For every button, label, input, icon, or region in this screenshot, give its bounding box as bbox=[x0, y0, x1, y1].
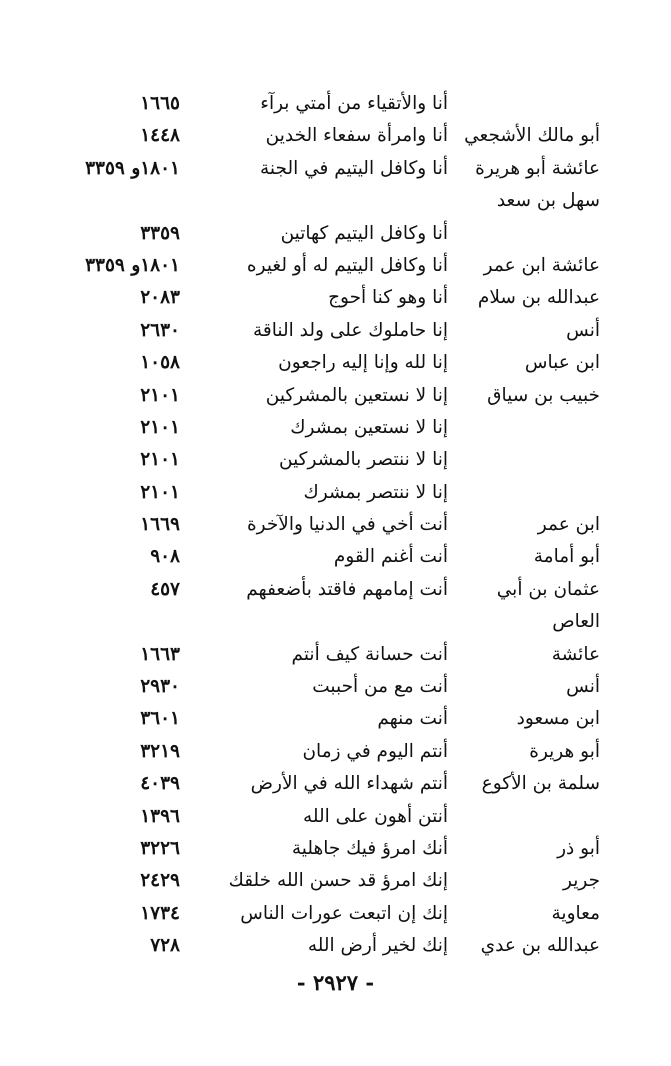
reference-number: ٢٤٢٩ bbox=[140, 870, 180, 892]
narrator: جرير bbox=[563, 870, 600, 892]
reference-number: ٢٦٣٠ bbox=[140, 319, 180, 341]
hadith-text: إنا لا ننتصر بمشرك bbox=[303, 481, 448, 503]
hadith-text: أنا وكافل اليتيم له أو لغيره bbox=[246, 254, 448, 276]
reference-number: ٣٦٠١ bbox=[140, 708, 180, 730]
index-row bbox=[40, 185, 600, 217]
index-row bbox=[40, 606, 600, 638]
hadith-text: إنك لخير أرض الله bbox=[307, 935, 448, 957]
reference-number: ١٨٠١و ٣٣٥٩ bbox=[85, 157, 180, 179]
index-row bbox=[40, 736, 600, 768]
reference-number: ٢١٠١ bbox=[140, 481, 180, 503]
narrator: عائشة ابن عمر bbox=[483, 254, 600, 276]
reference-number: ١٨٠١و ٣٣٥٩ bbox=[85, 254, 180, 276]
narrator: معاوية bbox=[551, 902, 600, 924]
reference-number: ٩٠٨ bbox=[150, 546, 180, 568]
narrator: سلمة بن الأكوع bbox=[481, 773, 600, 795]
index-row bbox=[40, 768, 600, 800]
index-row bbox=[40, 88, 600, 120]
narrator: عائشة أبو هريرة bbox=[475, 157, 600, 179]
narrator: ابن مسعود bbox=[516, 708, 600, 730]
hadith-text: أنتم اليوم في زمان bbox=[302, 740, 448, 762]
reference-number: ٤٥٧ bbox=[150, 578, 180, 600]
reference-number: ١٣٩٦ bbox=[140, 805, 180, 827]
reference-number: ١٦٦٩ bbox=[140, 514, 180, 536]
reference-number: ٢١٠١ bbox=[140, 449, 180, 471]
index-row bbox=[40, 444, 600, 476]
hadith-text: إنا حاملوك على ولد الناقة bbox=[253, 319, 448, 341]
reference-number: ١٦٦٥ bbox=[140, 93, 180, 114]
hadith-text: أنا والأتقياء من أمتي برآء bbox=[260, 93, 448, 114]
hadith-text: أنت إمامهم فاقتد بأضعفهم bbox=[246, 578, 448, 600]
reference-number: ١٦٦٣ bbox=[140, 643, 180, 665]
narrator: خبيب بن سياق bbox=[487, 384, 600, 406]
narrator: أبو هريرة bbox=[529, 740, 600, 762]
reference-number: ١٧٣٤ bbox=[140, 902, 180, 924]
narrator: أبو مالك الأشجعي bbox=[464, 125, 600, 147]
index-row bbox=[40, 833, 600, 865]
hadith-text: أنت حسانة كيف أنتم bbox=[291, 643, 448, 665]
hadith-text: أنتن أهون على الله bbox=[302, 805, 448, 827]
hadith-text: أنا وكافل اليتيم في الجنة bbox=[260, 157, 448, 179]
hadith-text: أنت أخي في الدنيا والآخرة bbox=[246, 514, 448, 536]
index-row bbox=[40, 412, 600, 444]
reference-number: ١٠٥٨ bbox=[140, 352, 180, 374]
reference-number: ٧٢٨ bbox=[150, 935, 180, 957]
index-rows bbox=[40, 88, 600, 963]
index-row bbox=[40, 639, 600, 671]
index-row bbox=[40, 120, 600, 152]
page-number: - ٢٩٢٧ - bbox=[296, 970, 375, 995]
hadith-text: أنت منهم bbox=[377, 708, 448, 730]
index-row bbox=[40, 574, 600, 606]
index-row bbox=[40, 380, 600, 412]
narrator: أنس bbox=[566, 319, 600, 341]
hadith-text: أنت مع من أحببت bbox=[312, 676, 448, 698]
hadith-text: أنت أغنم القوم bbox=[333, 546, 448, 568]
hadith-text: أنا وامرأة سفعاء الخدين bbox=[265, 125, 448, 147]
reference-number: ٢١٠١ bbox=[140, 416, 180, 438]
hadith-text: أنك امرؤ فيك جاهلية bbox=[291, 837, 448, 859]
index-row bbox=[40, 703, 600, 735]
narrator: سهل بن سعد bbox=[496, 190, 600, 212]
narrator: عثمان بن أبي bbox=[496, 578, 600, 600]
hadith-text: أنتم شهداء الله في الأرض bbox=[250, 773, 448, 795]
index-row bbox=[40, 801, 600, 833]
reference-number: ٢١٠١ bbox=[140, 384, 180, 406]
index-row bbox=[40, 315, 600, 347]
index-row bbox=[40, 347, 600, 379]
narrator: أبو أمامة bbox=[533, 546, 600, 568]
hadith-text: إنا لله وإنا إليه راجعون bbox=[278, 352, 448, 374]
narrator: عبدالله بن عدي bbox=[480, 935, 600, 957]
index-row bbox=[40, 930, 600, 962]
index-row bbox=[40, 671, 600, 703]
index-row bbox=[40, 509, 600, 541]
index-row bbox=[40, 865, 600, 897]
hadith-text: إنا لا نستعين بمشرك bbox=[290, 416, 448, 438]
index-row bbox=[40, 541, 600, 573]
reference-number: ٢٩٣٠ bbox=[140, 676, 180, 698]
reference-number: ٣٢٢٦ bbox=[140, 837, 180, 859]
narrator: عبدالله بن سلام bbox=[477, 287, 600, 309]
hadith-text: إنا لا ننتصر بالمشركين bbox=[279, 449, 448, 471]
reference-number: ١٤٤٨ bbox=[140, 125, 180, 147]
index-row bbox=[40, 477, 600, 509]
index-row bbox=[40, 250, 600, 282]
narrator: ابن عباس bbox=[524, 352, 600, 374]
reference-number: ٣٣٥٩ bbox=[140, 222, 180, 244]
narrator: العاص bbox=[552, 611, 600, 633]
index-row bbox=[40, 282, 600, 314]
reference-number: ٤٠٣٩ bbox=[140, 773, 180, 795]
hadith-text: إنك إن اتبعت عورات الناس bbox=[240, 902, 448, 924]
narrator: عائشة bbox=[551, 643, 600, 665]
reference-number: ٣٢١٩ bbox=[140, 740, 180, 762]
hadith-text: إنك امرؤ قد حسن الله خلقك bbox=[228, 870, 448, 892]
narrator: أبو ذر bbox=[557, 837, 600, 859]
index-row bbox=[40, 153, 600, 185]
narrator: أنس bbox=[566, 676, 600, 698]
narrator: ابن عمر bbox=[537, 514, 600, 536]
hadith-text: أنا وهو كنا أحوج bbox=[328, 287, 448, 309]
index-row bbox=[40, 898, 600, 930]
hadith-text: أنا وكافل اليتيم كهاتين bbox=[280, 222, 448, 244]
hadith-text: إنا لا نستعين بالمشركين bbox=[265, 384, 448, 406]
reference-number: ٢٠٨٣ bbox=[140, 287, 180, 309]
index-row bbox=[40, 218, 600, 250]
